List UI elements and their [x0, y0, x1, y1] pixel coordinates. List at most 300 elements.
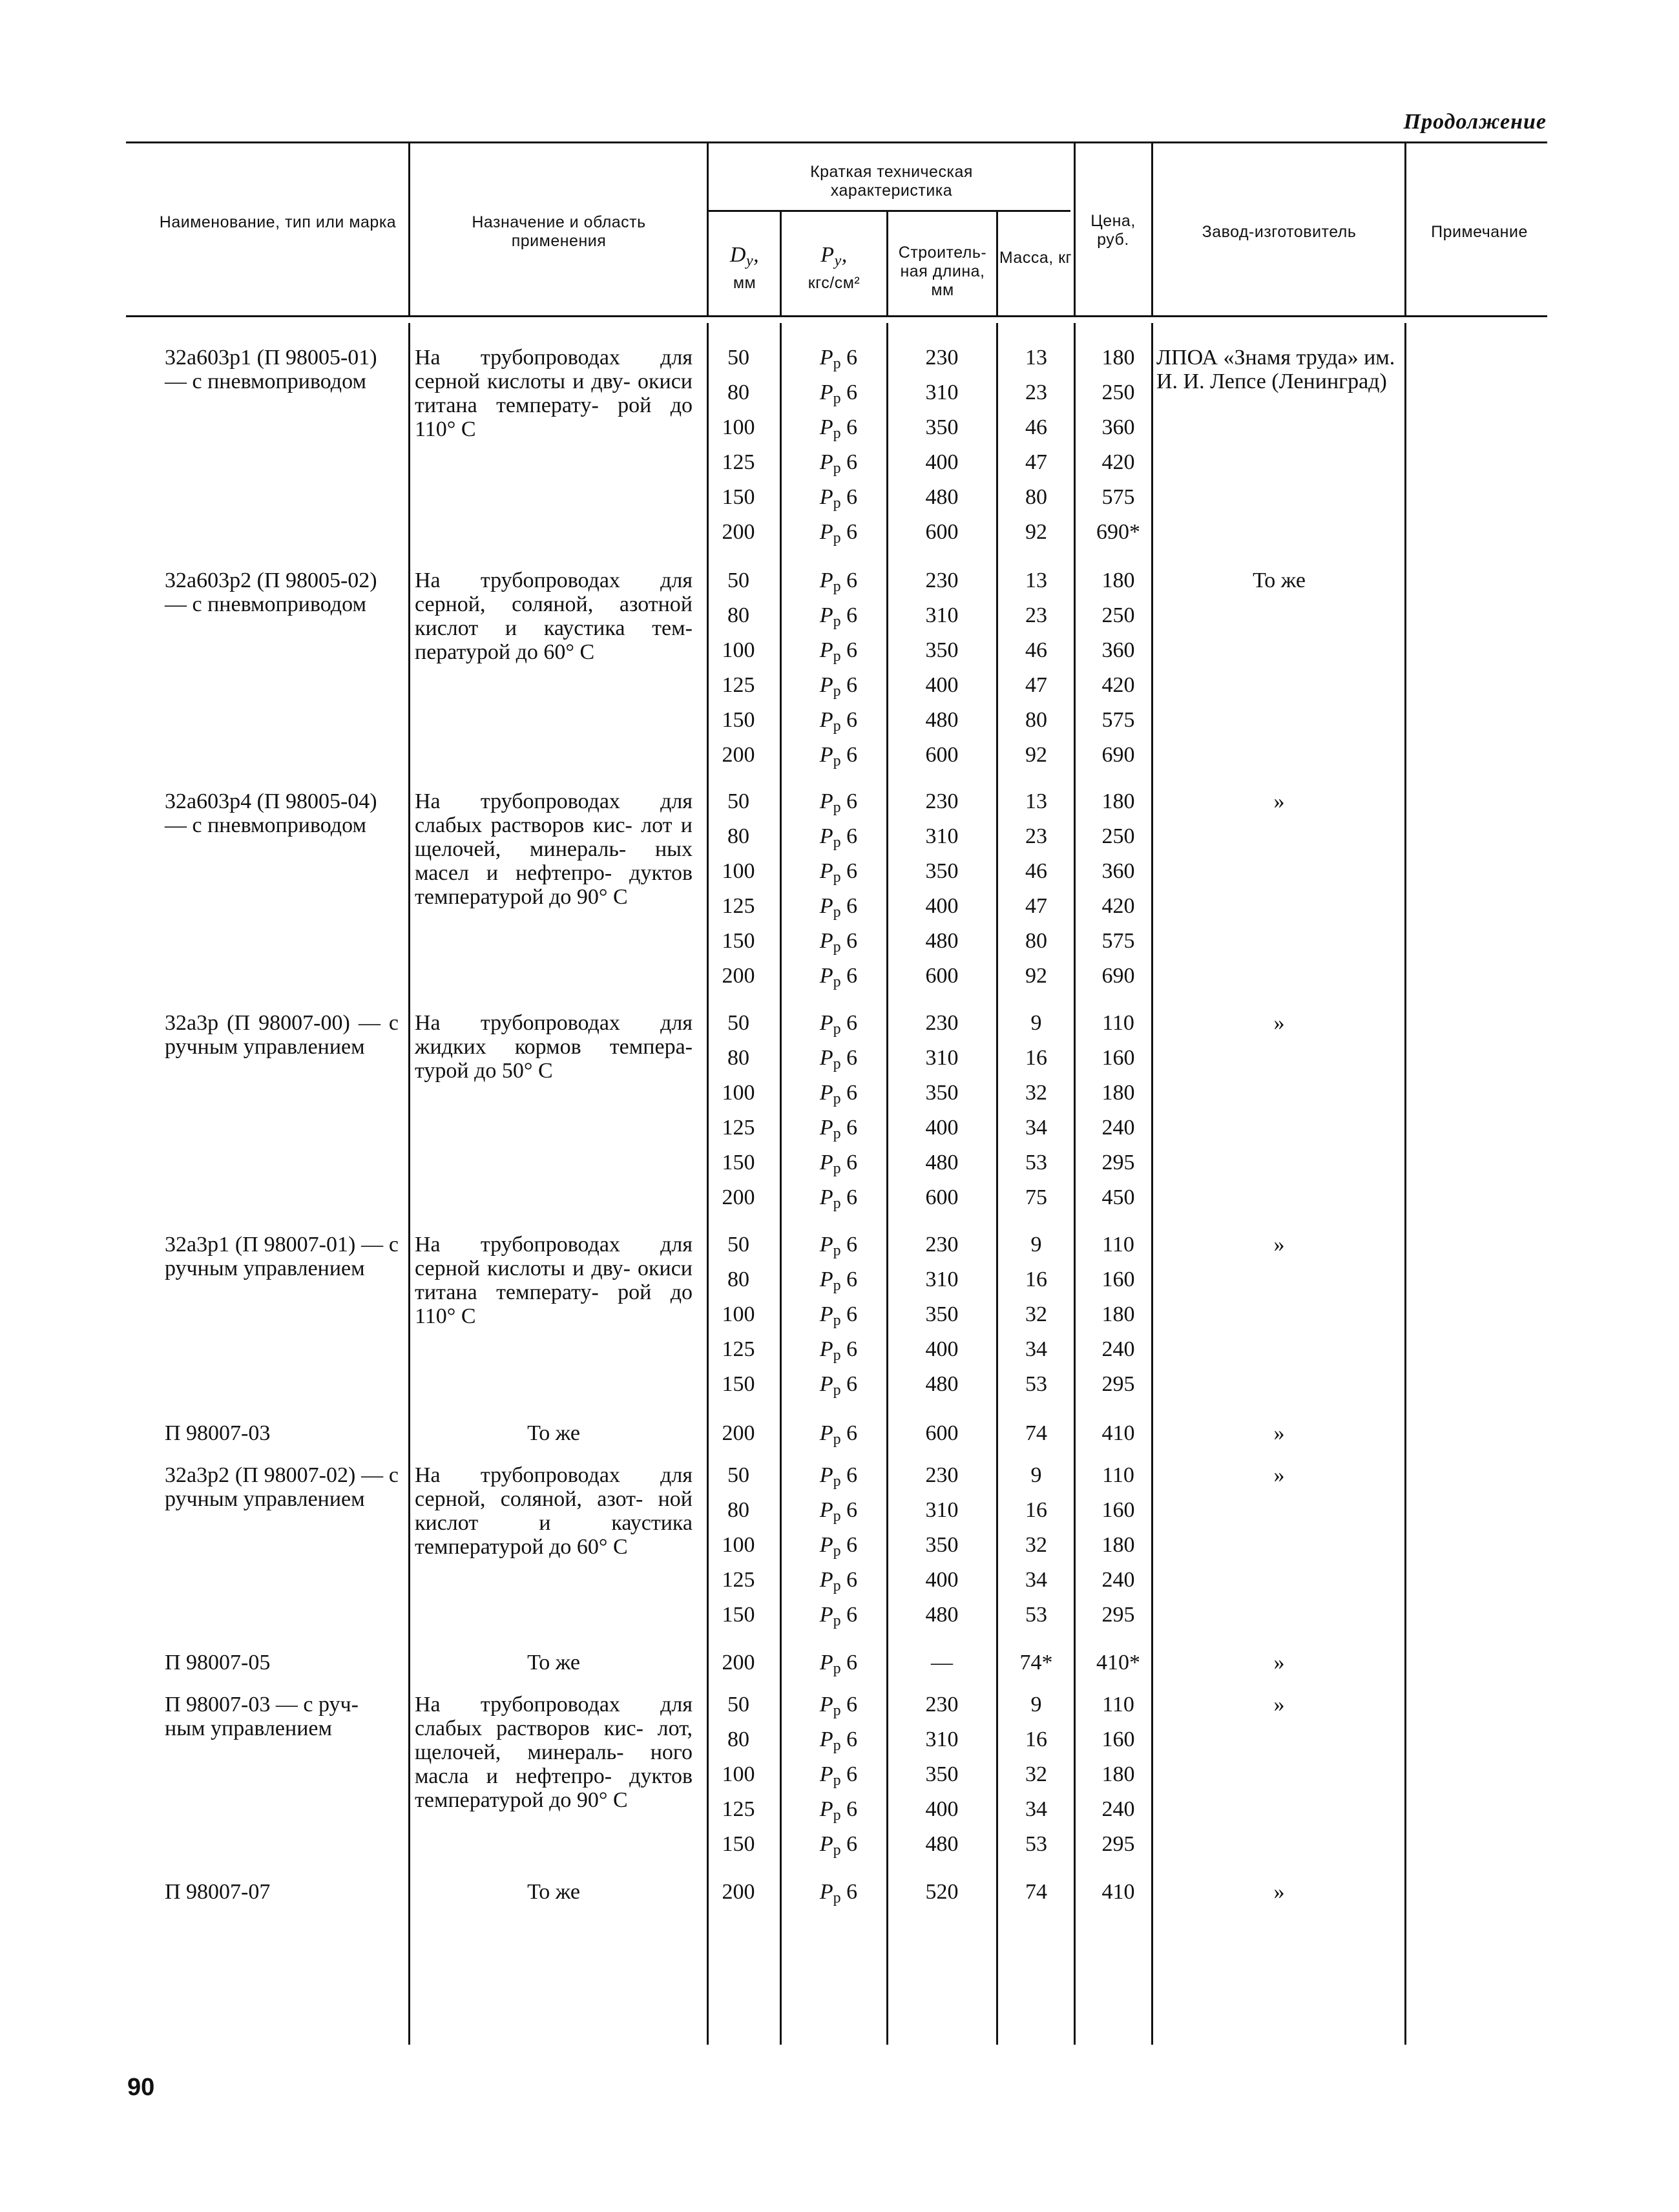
- pressure-sub: р: [833, 1473, 841, 1490]
- length-value: 230: [925, 789, 959, 813]
- pressure-sub: р: [833, 355, 841, 372]
- pressure-symbol: P: [819, 1651, 833, 1675]
- item-purpose: На трубопроводах для слабых растворов кис- лот, щелочей, минераль- ного масла и нефтепро- дуктов температурой до 90° С: [415, 1693, 693, 1812]
- pressure-symbol: P: [819, 1533, 833, 1557]
- mass-value: 32: [1025, 1302, 1047, 1326]
- mass-value: 9: [1030, 1693, 1042, 1716]
- pn-sub: у: [834, 253, 842, 269]
- mass-value: 47: [1025, 673, 1047, 697]
- pressure-value: [793, 1693, 884, 1723]
- header-name: [152, 213, 404, 232]
- mass-value: 74: [1025, 1880, 1047, 1904]
- dn-value: 100: [722, 1081, 755, 1105]
- price-value: 180: [1101, 1533, 1135, 1557]
- pressure-value: [793, 569, 884, 599]
- pressure-value: [793, 1185, 884, 1216]
- item-name: П 98007-03 — с руч- ным управлением: [165, 1693, 359, 1740]
- pressure-sub: р: [833, 1090, 841, 1107]
- dn-value: 150: [722, 708, 755, 732]
- mass-value: 9: [1030, 1233, 1042, 1257]
- pressure-number: 6: [840, 1498, 858, 1522]
- pressure-value: [793, 520, 884, 550]
- item-name: 32а603р1 (П 98005-01) — с пневмоприводом: [165, 346, 377, 393]
- dn-value: 125: [722, 450, 755, 474]
- pressure-symbol: P: [819, 1568, 833, 1592]
- length-value: 350: [925, 1302, 959, 1326]
- body-divider-3: [780, 323, 782, 2045]
- pressure-value: [793, 789, 884, 820]
- price-value: 240: [1101, 1337, 1135, 1361]
- mass-value: 92: [1025, 520, 1047, 544]
- mass-value: 34: [1025, 1116, 1047, 1140]
- pressure-number: 6: [840, 346, 858, 370]
- length-value: 480: [925, 1603, 959, 1627]
- dn-value: 125: [722, 673, 755, 697]
- item-purpose: На трубопроводах для слабых растворов кис- лот и щелочей, минераль- ных масел и нефтепро- дуктов температурой до 90° С: [415, 789, 693, 909]
- pressure-sub: р: [833, 460, 841, 477]
- pressure-number: 6: [840, 569, 858, 592]
- item-manufacturer: »: [1273, 1421, 1285, 1445]
- mass-value: 47: [1025, 894, 1047, 918]
- pressure-symbol: P: [819, 789, 833, 813]
- dn-value: 80: [727, 1268, 749, 1291]
- price-value: 180: [1101, 346, 1135, 370]
- length-value: 350: [925, 859, 959, 883]
- col-divider-2: [707, 143, 709, 317]
- pressure-number: 6: [840, 1568, 858, 1592]
- length-value: 400: [925, 450, 959, 474]
- pressure-number: 6: [840, 1233, 858, 1257]
- length-value: 400: [925, 1337, 959, 1361]
- price-value: 420: [1101, 450, 1135, 474]
- mass-value: 46: [1025, 859, 1047, 883]
- col-divider-4: [886, 212, 888, 317]
- price-value: 450: [1101, 1185, 1135, 1209]
- mass-value: 9: [1030, 1011, 1042, 1035]
- pressure-value: [793, 1011, 884, 1041]
- price-value: 160: [1101, 1498, 1135, 1522]
- pressure-number: 6: [840, 603, 858, 627]
- pressure-sub: р: [833, 1737, 841, 1754]
- pressure-number: 6: [840, 1372, 858, 1396]
- item-purpose: На трубопроводах для серной, соляной, азотной кислот и каустика тем- пературой до 60° С: [415, 569, 693, 664]
- pressure-sub: р: [833, 1508, 841, 1525]
- pressure-value: [793, 381, 884, 411]
- header-length: [890, 244, 995, 300]
- length-value: 480: [925, 1151, 959, 1174]
- pressure-number: 6: [840, 1116, 858, 1140]
- item-name: 32а3р1 (П 98007-01) — с ручным управлением: [165, 1233, 399, 1280]
- dn-value: 100: [722, 1762, 755, 1786]
- pressure-number: 6: [840, 964, 858, 988]
- pressure-sub: р: [833, 1842, 841, 1859]
- body-divider-1: [408, 323, 410, 2045]
- pressure-symbol: P: [819, 638, 833, 662]
- item-manufacturer: »: [1273, 789, 1285, 813]
- dn-value: 50: [727, 1011, 749, 1035]
- pressure-number: 6: [840, 1337, 858, 1361]
- pressure-sub: р: [833, 683, 841, 700]
- pressure-sub: р: [833, 613, 841, 630]
- pressure-number: 6: [840, 1081, 858, 1105]
- mass-value: 32: [1025, 1762, 1047, 1786]
- mass-value: 75: [1025, 1185, 1047, 1209]
- pressure-symbol: P: [819, 346, 833, 370]
- dn-value: 125: [722, 1797, 755, 1821]
- price-value: 240: [1101, 1797, 1135, 1821]
- pressure-sub: р: [833, 1160, 841, 1177]
- col-divider-3: [780, 212, 782, 317]
- pressure-sub: р: [833, 1702, 841, 1719]
- header-price: [1076, 212, 1150, 249]
- dn-value: 50: [727, 1463, 749, 1487]
- pressure-value: [793, 1463, 884, 1494]
- length-value: 400: [925, 894, 959, 918]
- item-name: П 98007-07: [165, 1880, 271, 1904]
- pressure-value: [793, 346, 884, 376]
- length-value: 310: [925, 381, 959, 404]
- col-divider-1: [408, 143, 410, 317]
- length-value: 310: [925, 1268, 959, 1291]
- pressure-symbol: P: [819, 894, 833, 918]
- price-value: 180: [1101, 569, 1135, 592]
- pressure-sub: р: [833, 495, 841, 512]
- header-tech-group-text: Краткая техническая характеристика: [810, 163, 973, 200]
- dn-value: 50: [727, 1233, 749, 1257]
- length-value: 310: [925, 1046, 959, 1070]
- dn-comma: ,: [753, 243, 760, 267]
- price-value: 295: [1101, 1372, 1135, 1396]
- length-value: 310: [925, 1727, 959, 1751]
- pressure-symbol: P: [819, 485, 833, 509]
- mass-value: 32: [1025, 1533, 1047, 1557]
- item-name: 32а603р4 (П 98005-04) — с пневмоприводом: [165, 789, 377, 837]
- header-dn: [711, 242, 778, 293]
- mass-value: 16: [1025, 1268, 1047, 1291]
- mass-value: 53: [1025, 1603, 1047, 1627]
- pressure-symbol: P: [819, 708, 833, 732]
- mass-value: 92: [1025, 743, 1047, 767]
- pressure-number: 6: [840, 929, 858, 953]
- mass-value: 13: [1025, 569, 1047, 592]
- mass-value: 46: [1025, 638, 1047, 662]
- pressure-number: 6: [840, 859, 858, 883]
- price-value: 410*: [1096, 1651, 1140, 1675]
- mass-value: 34: [1025, 1797, 1047, 1821]
- item-manufacturer: »: [1273, 1693, 1285, 1716]
- price-value: 295: [1101, 1151, 1135, 1174]
- price-value: 575: [1101, 708, 1135, 732]
- mass-value: 53: [1025, 1372, 1047, 1396]
- pressure-value: [793, 450, 884, 481]
- tech-group-rule: [709, 210, 1070, 212]
- pressure-sub: р: [833, 648, 841, 665]
- pressure-sub: р: [833, 425, 841, 442]
- dn-value: 200: [722, 1421, 755, 1445]
- pressure-number: 6: [840, 1651, 858, 1675]
- pressure-symbol: P: [819, 520, 833, 544]
- pressure-number: 6: [840, 894, 858, 918]
- item-manufacturer: ЛПОА «Знамя труда» им. И. И. Лепсе (Ленинград): [1156, 346, 1395, 393]
- price-value: 250: [1101, 603, 1135, 627]
- pressure-number: 6: [840, 415, 858, 439]
- pressure-sub: р: [833, 1382, 841, 1399]
- pressure-symbol: P: [819, 859, 833, 883]
- length-value: 310: [925, 824, 959, 848]
- pressure-sub: р: [833, 1277, 841, 1294]
- price-value: 250: [1101, 824, 1135, 848]
- length-value: 230: [925, 1011, 959, 1035]
- length-value: 600: [925, 964, 959, 988]
- header-notes-text: Примечание: [1431, 223, 1528, 241]
- pressure-value: [793, 673, 884, 704]
- dn-value: 125: [722, 1337, 755, 1361]
- pressure-value: [793, 824, 884, 855]
- pressure-number: 6: [840, 1185, 858, 1209]
- dn-value: 150: [722, 1603, 755, 1627]
- mass-value: 13: [1025, 789, 1047, 813]
- item-name: 32а603р2 (П 98005-02) — с пневмоприводом: [165, 569, 377, 616]
- pressure-number: 6: [840, 1693, 858, 1716]
- price-value: 360: [1101, 859, 1135, 883]
- length-value: 480: [925, 1832, 959, 1856]
- price-value: 180: [1101, 1302, 1135, 1326]
- dn-value: 80: [727, 824, 749, 848]
- pressure-value: [793, 415, 884, 446]
- price-value: 690*: [1096, 520, 1140, 544]
- length-value: 600: [925, 520, 959, 544]
- pressure-symbol: P: [819, 381, 833, 404]
- dn-value: 200: [722, 743, 755, 767]
- pressure-value: [793, 1880, 884, 1910]
- dn-value: 50: [727, 1693, 749, 1716]
- pressure-symbol: P: [819, 1498, 833, 1522]
- pressure-number: 6: [840, 381, 858, 404]
- pressure-value: [793, 1762, 884, 1793]
- body-divider-4: [886, 323, 888, 2045]
- pressure-value: [793, 859, 884, 890]
- mass-value: 92: [1025, 964, 1047, 988]
- price-value: 575: [1101, 485, 1135, 509]
- price-value: 180: [1101, 1081, 1135, 1105]
- dn-value: 50: [727, 346, 749, 370]
- pressure-sub: р: [833, 718, 841, 735]
- pressure-sub: р: [833, 904, 841, 921]
- pressure-value: [793, 1233, 884, 1263]
- pressure-sub: р: [833, 1431, 841, 1448]
- length-value: 400: [925, 1568, 959, 1592]
- item-purpose: На трубопроводах для серной кислоты и дву- окиси титана температу- рой до 110° С: [415, 1233, 693, 1328]
- mass-value: 16: [1025, 1498, 1047, 1522]
- pressure-value: [793, 1421, 884, 1452]
- pressure-symbol: P: [819, 1762, 833, 1786]
- price-value: 180: [1101, 789, 1135, 813]
- pressure-number: 6: [840, 1727, 858, 1751]
- pressure-sub: р: [833, 1021, 841, 1038]
- pressure-sub: р: [833, 1612, 841, 1629]
- header-notes: [1408, 223, 1550, 242]
- dn-value: 125: [722, 894, 755, 918]
- pressure-symbol: P: [819, 1151, 833, 1174]
- length-value: 230: [925, 1233, 959, 1257]
- pressure-value: [793, 1116, 884, 1146]
- header-mass-text: Масса, кг: [999, 249, 1072, 267]
- pressure-sub: р: [833, 1807, 841, 1824]
- price-value: 690: [1101, 743, 1135, 767]
- item-name: 32а3р (П 98007-00) — с ручным управлением: [165, 1011, 399, 1059]
- dn-value: 200: [722, 1651, 755, 1675]
- price-value: 160: [1101, 1268, 1135, 1291]
- length-value: 350: [925, 1762, 959, 1786]
- dn-symbol: D: [729, 243, 746, 267]
- item-name: П 98007-05: [165, 1651, 271, 1675]
- mass-value: 13: [1025, 346, 1047, 370]
- length-value: 350: [925, 415, 959, 439]
- item-purpose: То же: [527, 1880, 580, 1904]
- pressure-sub: р: [833, 1125, 841, 1142]
- pressure-value: [793, 743, 884, 773]
- length-value: 480: [925, 485, 959, 509]
- dn-value: 150: [722, 1372, 755, 1396]
- pressure-sub: р: [833, 834, 841, 851]
- mass-value: 80: [1025, 708, 1047, 732]
- pressure-number: 6: [840, 1011, 858, 1035]
- length-value: —: [931, 1651, 953, 1675]
- pressure-value: [793, 894, 884, 924]
- pressure-value: [793, 929, 884, 959]
- item-manufacturer: »: [1273, 1880, 1285, 1904]
- pressure-sub: р: [833, 1890, 841, 1906]
- pressure-symbol: P: [819, 1693, 833, 1716]
- pressure-number: 6: [840, 673, 858, 697]
- dn-value: 100: [722, 1302, 755, 1326]
- price-value: 240: [1101, 1568, 1135, 1592]
- header-bottom-rule: [126, 315, 1547, 317]
- pressure-symbol: P: [819, 743, 833, 767]
- pressure-sub: р: [833, 753, 841, 769]
- length-value: 480: [925, 929, 959, 953]
- pressure-value: [793, 1533, 884, 1563]
- pressure-sub: р: [833, 869, 841, 886]
- mass-value: 32: [1025, 1081, 1047, 1105]
- price-value: 420: [1101, 673, 1135, 697]
- pressure-value: [793, 485, 884, 516]
- length-value: 230: [925, 346, 959, 370]
- dn-value: 50: [727, 789, 749, 813]
- body-divider-2: [707, 323, 709, 2045]
- mass-value: 23: [1025, 824, 1047, 848]
- pressure-value: [793, 1832, 884, 1862]
- price-value: 295: [1101, 1603, 1135, 1627]
- dn-value: 100: [722, 1533, 755, 1557]
- dn-value: 80: [727, 1498, 749, 1522]
- mass-value: 47: [1025, 450, 1047, 474]
- pressure-symbol: P: [819, 569, 833, 592]
- dn-value: 50: [727, 569, 749, 592]
- mass-value: 53: [1025, 1832, 1047, 1856]
- pressure-number: 6: [840, 1463, 858, 1487]
- table-top-rule: [126, 141, 1547, 143]
- pressure-symbol: P: [819, 1727, 833, 1751]
- pressure-number: 6: [840, 1797, 858, 1821]
- length-value: 230: [925, 1463, 959, 1487]
- pressure-sub: р: [833, 1347, 841, 1364]
- pressure-value: [793, 1603, 884, 1633]
- price-value: 295: [1101, 1832, 1135, 1856]
- pressure-symbol: P: [819, 1302, 833, 1326]
- price-value: 575: [1101, 929, 1135, 953]
- mass-value: 74*: [1019, 1651, 1053, 1675]
- pressure-number: 6: [840, 1832, 858, 1856]
- pressure-sub: р: [833, 1578, 841, 1594]
- price-value: 180: [1101, 1762, 1135, 1786]
- price-value: 110: [1102, 1233, 1134, 1257]
- pressure-value: [793, 708, 884, 738]
- length-value: 480: [925, 1372, 959, 1396]
- header-mass: [999, 249, 1072, 267]
- dn-value: 150: [722, 485, 755, 509]
- pressure-sub: р: [833, 939, 841, 955]
- pressure-value: [793, 1727, 884, 1758]
- length-value: 350: [925, 638, 959, 662]
- mass-value: 74: [1025, 1421, 1047, 1445]
- col-divider-8: [1404, 143, 1406, 317]
- mass-value: 34: [1025, 1337, 1047, 1361]
- col-divider-5: [996, 212, 998, 317]
- dn-value: 80: [727, 1727, 749, 1751]
- item-purpose: На трубопроводах для серной кислоты и дву- окиси титана температу- рой до 110° С: [415, 346, 693, 441]
- pressure-number: 6: [840, 1151, 858, 1174]
- dn-value: 80: [727, 603, 749, 627]
- pressure-sub: р: [833, 1195, 841, 1212]
- header-manufacturer-text: Завод-изготовитель: [1202, 223, 1357, 241]
- pressure-value: [793, 1568, 884, 1598]
- price-value: 110: [1102, 1011, 1134, 1035]
- pressure-symbol: P: [819, 1832, 833, 1856]
- item-manufacturer: »: [1273, 1011, 1285, 1035]
- dn-value: 125: [722, 1568, 755, 1592]
- pressure-number: 6: [840, 638, 858, 662]
- length-value: 520: [925, 1880, 959, 1904]
- item-purpose: То же: [527, 1651, 580, 1675]
- col-divider-6: [1074, 143, 1076, 317]
- pressure-number: 6: [840, 520, 858, 544]
- pressure-symbol: P: [819, 1797, 833, 1821]
- pressure-number: 6: [840, 1421, 858, 1445]
- pressure-symbol: P: [819, 1046, 833, 1070]
- body-divider-8: [1404, 323, 1406, 2045]
- pressure-symbol: P: [819, 1268, 833, 1291]
- pressure-value: [793, 1651, 884, 1681]
- price-value: 160: [1101, 1046, 1135, 1070]
- pressure-number: 6: [840, 485, 858, 509]
- price-value: 420: [1101, 894, 1135, 918]
- pressure-symbol: P: [819, 450, 833, 474]
- price-value: 690: [1101, 964, 1135, 988]
- price-value: 110: [1102, 1463, 1134, 1487]
- price-value: 160: [1101, 1727, 1135, 1751]
- pressure-symbol: P: [819, 824, 833, 848]
- mass-value: 53: [1025, 1151, 1047, 1174]
- header-price-text: Цена, руб.: [1090, 212, 1136, 249]
- pressure-symbol: P: [819, 1880, 833, 1904]
- continued-label: Продолжение: [1403, 110, 1547, 134]
- pressure-value: [793, 1302, 884, 1333]
- price-value: 360: [1101, 638, 1135, 662]
- pressure-sub: р: [833, 1056, 841, 1072]
- mass-value: 16: [1025, 1727, 1047, 1751]
- length-value: 310: [925, 603, 959, 627]
